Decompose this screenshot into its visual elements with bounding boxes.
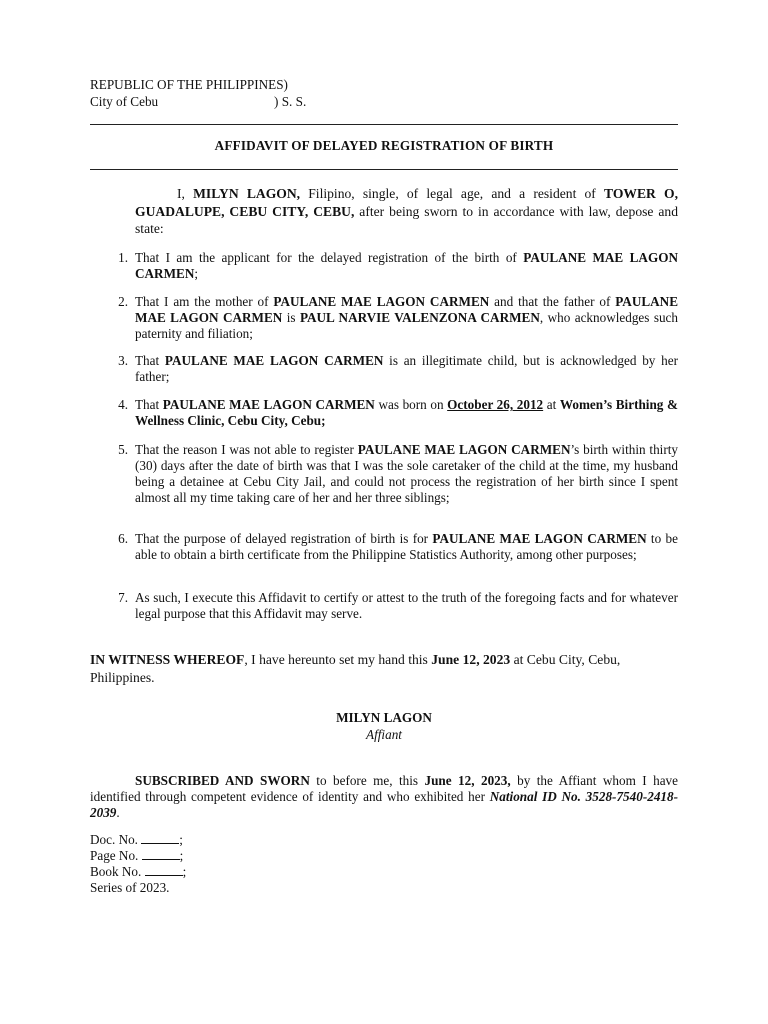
page-no-line (90, 848, 183, 864)
child-name: PAULANE MAE LAGON CARMEN (273, 294, 490, 309)
birth-date: October 26, 2012 (447, 397, 544, 412)
item-5 (135, 442, 678, 506)
item-6 (135, 531, 678, 563)
item-2-text-3: is (282, 310, 300, 325)
item-2-text-2: and that the father of (489, 294, 616, 309)
item-3-text-2: is an illegitimate child, but is acknowledged by her father; (135, 353, 678, 384)
title-rule (90, 169, 678, 170)
item-6-text-2: to be able to obtain a birth certificate from the Philippine Statistics Authority, among other purposes; (135, 531, 678, 562)
witness-paragraph (90, 651, 670, 686)
item-1-text: That I am the applicant for the delayed registration of the birth of (135, 250, 524, 265)
book-no-sep: ; (182, 864, 187, 879)
item-3-text: That (135, 353, 165, 368)
item-7-number: 7. (118, 590, 128, 605)
affiant-address: TOWER O, GUADALUPE, CEBU CITY, CEBU, (135, 186, 679, 219)
series-line: Series of 2023. (90, 880, 170, 895)
jurat-paragraph (90, 773, 678, 821)
signature-role: Affiant (366, 727, 402, 742)
item-7 (135, 590, 678, 622)
child-name: PAULANE MAE LAGON CARMEN (432, 531, 647, 546)
father-name: PAUL NARVIE VALENZONA CARMEN (299, 310, 540, 325)
item-2 (135, 294, 678, 342)
item-2-text: That I am the mother of (135, 294, 274, 309)
book-no-blank (145, 864, 183, 876)
doc-no-blank (141, 832, 179, 844)
item-2-text-4: , who acknowledges such paternity and filiation; (135, 310, 679, 341)
witness-lead: IN WITNESS WHEREOF (90, 652, 245, 667)
item-6-text: That the purpose of delayed registration of birth is for (135, 531, 433, 546)
doc-no-label: Doc. No. (90, 832, 138, 847)
header-republic: REPUBLIC OF THE PHILIPPINES) (90, 77, 288, 92)
item-2-number: 2. (118, 294, 128, 309)
item-1-end: ; (194, 266, 199, 281)
affiant-name: MILYN LAGON, (193, 186, 301, 201)
item-4-number: 4. (118, 397, 128, 412)
header-city: City of Cebu (90, 94, 159, 109)
jurat-text-1: to before me, this (309, 773, 425, 788)
item-5-text: That the reason I was not able to register (135, 442, 358, 457)
document-title: AFFIDAVIT OF DELAYED REGISTRATION OF BIRTH (214, 138, 554, 153)
item-4-text-3: at (543, 397, 560, 412)
item-4 (135, 397, 678, 429)
item-6-number: 6. (118, 531, 128, 546)
jurat-lead: SUBSCRIBED AND SWORN (135, 773, 310, 788)
jurat-text-3: . (116, 805, 120, 820)
intro-text-1: I, (177, 186, 194, 201)
doc-no-line (90, 832, 183, 848)
child-name: PAULANE MAE LAGON CARMEN (164, 353, 384, 368)
book-no-line (90, 864, 186, 880)
signature-name: MILYN LAGON (336, 710, 432, 725)
intro-text-2: Filipino, single, of legal age, and a resident of (300, 186, 604, 201)
child-name: PAULANE MAE LAGON CARMEN (135, 250, 678, 281)
header-ss: ) S. S. (274, 94, 307, 109)
item-4-text: That (135, 397, 163, 412)
witness-text-2: at Cebu City, Cebu, Philippines. (90, 652, 621, 685)
child-name: PAULANE MAE LAGON CARMEN (135, 294, 678, 325)
witness-date: June 12, 2023 (431, 652, 511, 667)
birth-place: Women’s Birthing & Wellness Clinic, Cebu City, Cebu; (135, 397, 678, 428)
doc-no-sep: ; (179, 832, 183, 847)
national-id: National ID No. 3528-7540-2418-2039 (90, 789, 678, 820)
page-no-blank (142, 848, 180, 860)
item-1 (135, 250, 678, 282)
witness-text-1: , I have hereunto set my hand this (244, 652, 432, 667)
item-4-text-2: was born on (374, 397, 448, 412)
book-no-label: Book No. (90, 864, 142, 879)
item-3-number: 3. (118, 353, 128, 368)
child-name: PAULANE MAE LAGON CARMEN (162, 397, 375, 412)
item-5-text-2: ’s birth within thirty (30) days after the date of birth was that I was the sole caretaker of the child at the time, my husband being a detainee at Cebu City Jail, and could not process the registration of her birth since I spent almost all my time taking care of her and her three siblings; (135, 442, 678, 505)
page-no-sep: ; (179, 848, 184, 863)
top-rule (90, 124, 678, 125)
item-3 (135, 353, 678, 385)
jurat-date: June 12, 2023, (424, 773, 511, 788)
item-5-number: 5. (118, 442, 128, 457)
page-no-label: Page No. (90, 848, 139, 863)
intro-paragraph (135, 185, 678, 238)
item-7-text: As such, I execute this Affidavit to certify or attest to the truth of the foregoing facts and for whatever legal purpose that this Affidavit may serve. (135, 590, 678, 621)
item-1-number: 1. (118, 250, 128, 265)
intro-text-3: after being sworn to in accordance with law, depose and state: (135, 203, 678, 236)
child-name: PAULANE MAE LAGON CARMEN (357, 442, 571, 457)
jurat-text-2: by the Affiant whom I have identified through competent evidence of identity and who exhibited her (90, 773, 678, 804)
